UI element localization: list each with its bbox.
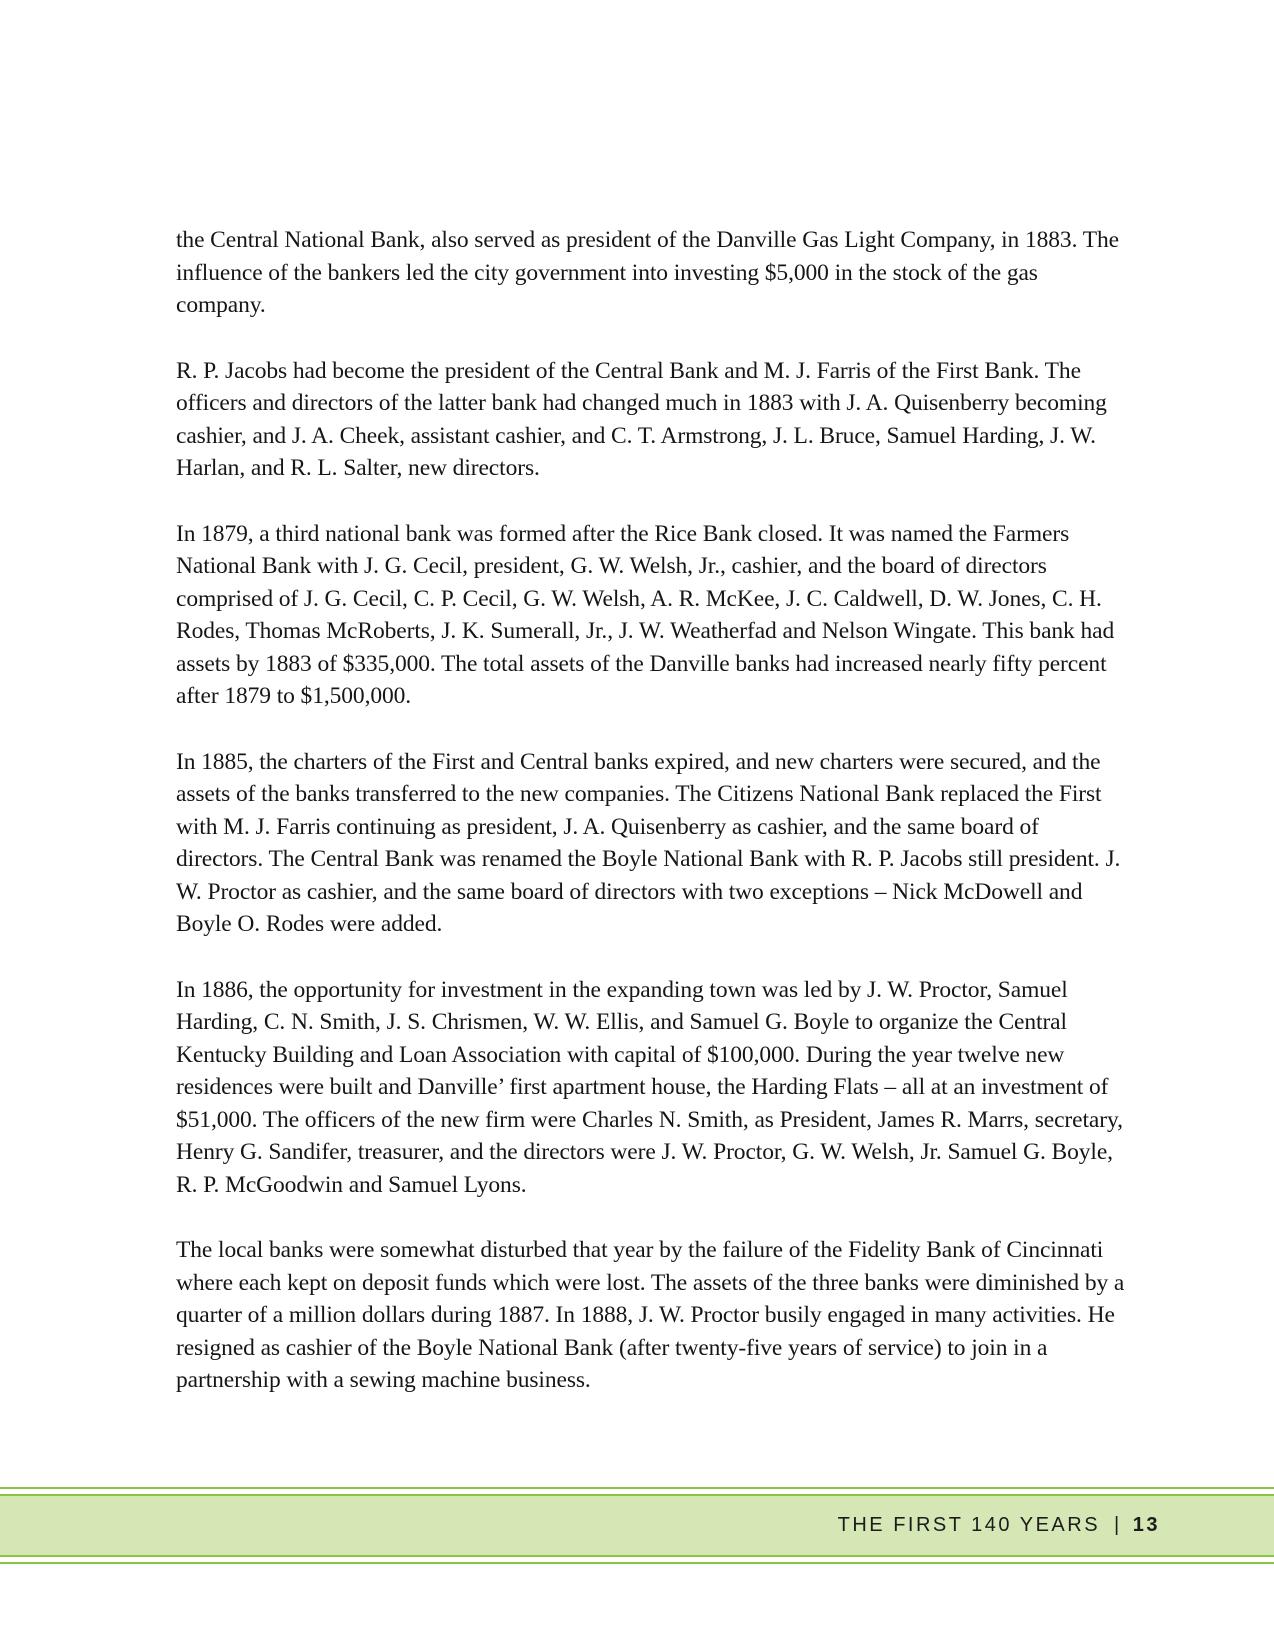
footer-bottom-rule xyxy=(0,1562,1274,1564)
page-number: 13 xyxy=(1132,1514,1160,1536)
paragraph: In 1885, the charters of the First and Central banks expired, and new charters were secured, and the assets of the banks transferred to the new companies. The Citizens National Bank replaced the First with M. J. Farris continuing as president, J. A. Quisenberry as cashier, and the same board of directors. The Central Bank was renamed the Boyle National Bank with R. P. Jacobs still president. J. W. Proctor as cashier, and the same board of directors with two exceptions – Nick McDowell and Boyle O. Rodes were added. xyxy=(176,748,1121,937)
footer-separator: | xyxy=(1114,1514,1122,1536)
body-text xyxy=(176,224,1126,1397)
paragraph: the Central National Bank, also served as president of the Danville Gas Light Company, in 1883. The influence of the bankers led the city government into investing $5,000 in the stock of the gas company. xyxy=(176,227,1119,318)
paragraph: In 1879, a third national bank was formed after the Rice Bank closed. It was named the Farmers National Bank with J. G. Cecil, president, G. W. Welsh, Jr., cashier, and the board of directors comprised of J. G. Cecil, C. P. Cecil, G. W. Welsh, A. R. McKee, J. C. Caldwell, D. W. Jones, C. H. Rodes, Thomas McRoberts, J. K. Sumerall, Jr., J. W. Weatherfad and Nelson Wingate. This bank had assets by 1883 of $335,000. The total assets of the Danville banks had increased nearly fifty percent after 1879 to $1,500,000. xyxy=(176,520,1115,709)
paragraph: In 1886, the opportunity for investment in the expanding town was led by J. W. Proctor, Samuel Harding, C. N. Smith, J. S. Chrismen, W. W. Ellis, and Samuel G. Boyle to organize the Central Kentucky Building and Loan Association with capital of $100,000. During the year twelve new residences were built and Danville’ first apartment house, the Harding Flats – all at an investment of $51,000. The officers of the new firm were Charles N. Smith, as President, James R. Marrs, secretary, Henry G. Sandifer, treasurer, and the directors were J. W. Proctor, G. W. Welsh, Jr. Samuel G. Boyle, R. P. McGoodwin and Samuel Lyons. xyxy=(176,976,1123,1198)
footer-band xyxy=(0,1494,1274,1557)
footer-top-rule xyxy=(0,1487,1274,1489)
footer-title: THE FIRST 140 YEARS xyxy=(837,1514,1101,1536)
paragraph: The local banks were somewhat disturbed that year by the failure of the Fidelity Bank of Cincinnati where each kept on deposit funds which were lost. The assets of the three banks were diminished by a quarter of a million dollars during 1887. In 1888, J. W. Proctor busily engaged in many activities. He resigned as cashier of the Boyle National Bank (after twenty-five years of service) to join in a partnership with a sewing machine business. xyxy=(176,1237,1125,1393)
paragraph: R. P. Jacobs had become the president of the Central Bank and M. J. Farris of the First Bank. The officers and directors of the latter bank had changed much in 1883 with J. A. Quisenberry becoming cashier, and J. A. Cheek, assistant cashier, and C. T. Armstrong, J. L. Bruce, Samuel Harding, J. W. Harlan, and R. L. Salter, new directors. xyxy=(176,357,1107,481)
